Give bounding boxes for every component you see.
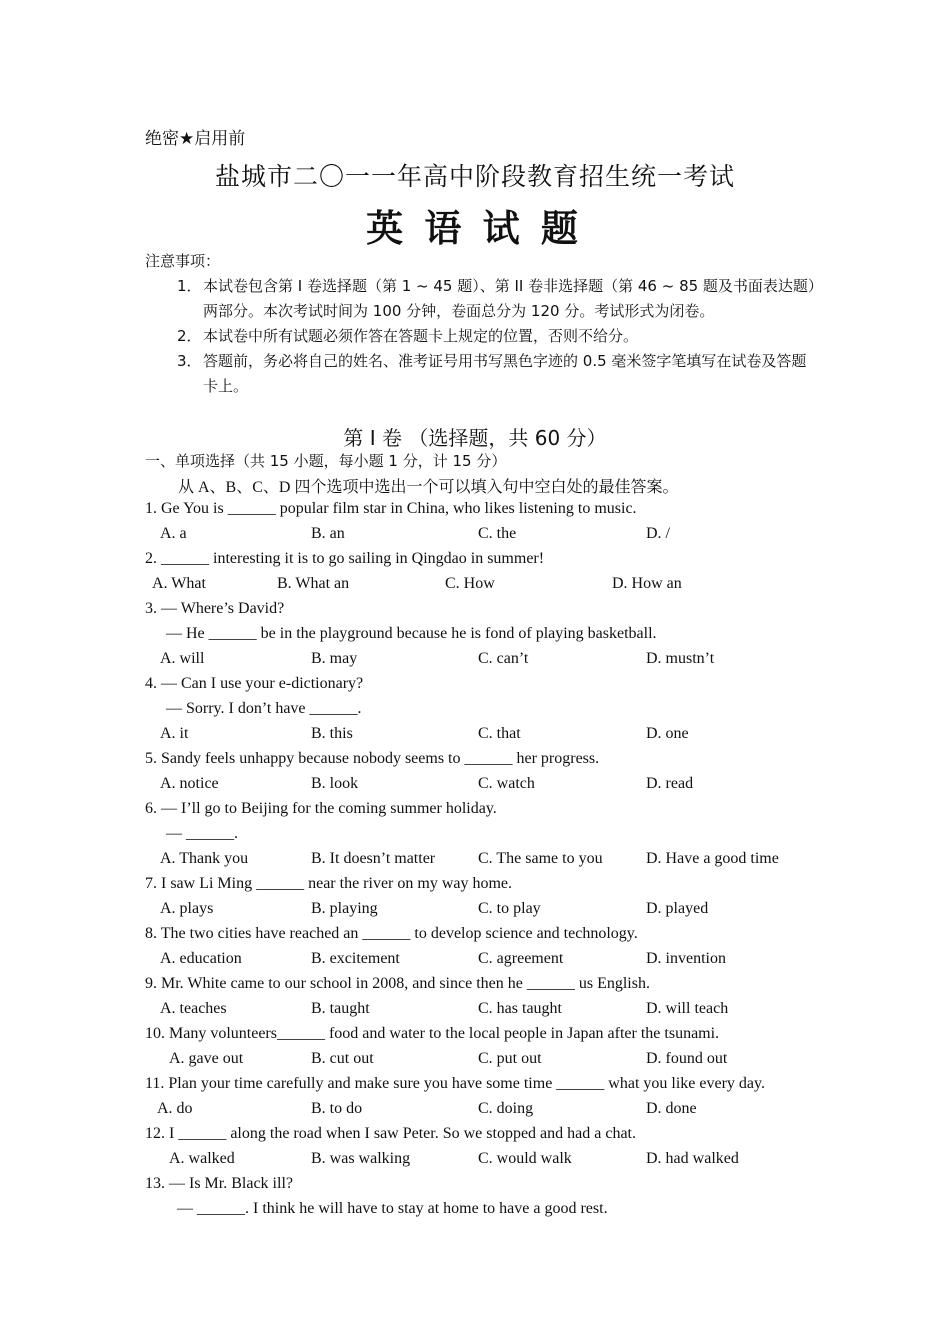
- part-title: 一、单项选择（共 15 小题，每小题 1 分，计 15 分）: [145, 452, 507, 470]
- subject-title: 英 语 试 题: [366, 209, 584, 250]
- option-c: C. would walk: [478, 1150, 572, 1167]
- question-2: 2. ______ interesting it is to go sailing in Qingdao in summer!: [145, 550, 545, 567]
- option-c: C. agreement: [478, 950, 564, 967]
- option-c: C. How: [445, 575, 495, 592]
- option-b: B. to do: [311, 1100, 363, 1117]
- option-c: C. the: [478, 525, 517, 542]
- question-4-response: — Sorry. I don’t have ______.: [166, 700, 362, 717]
- question-13: 13. — Is Mr. Black ill?: [145, 1175, 293, 1192]
- option-b: B. excitement: [311, 950, 400, 967]
- option-b: B. What an: [277, 575, 350, 592]
- option-a: A. gave out: [169, 1050, 244, 1067]
- question-13-response: — ______. I think he will have to stay at home to have a good rest.: [177, 1200, 608, 1217]
- option-d: D. will teach: [646, 1000, 729, 1017]
- note-number: 2．: [177, 327, 202, 345]
- option-c: C. put out: [478, 1050, 542, 1067]
- option-d: D. one: [646, 725, 689, 742]
- option-b: B. may: [311, 650, 358, 667]
- option-d: D. done: [646, 1100, 697, 1117]
- option-c: C. doing: [478, 1100, 534, 1117]
- option-d: D. /: [646, 525, 670, 542]
- question-6: 6. — I’ll go to Beijing for the coming summer holiday.: [145, 800, 497, 817]
- section-title: 第 Ⅰ 卷 （选择题，共 60 分）: [343, 426, 607, 450]
- option-a: A. education: [160, 950, 242, 967]
- exam-title: 盐城市二〇一一年高中阶段教育招生统一考试: [214, 164, 735, 191]
- notes-heading: 注意事项：: [145, 252, 221, 270]
- option-a: A. plays: [160, 900, 214, 917]
- option-a: A. it: [160, 725, 189, 742]
- option-a: A. do: [157, 1100, 193, 1117]
- note-text: 本试卷包含第 I 卷选择题（第 1 ~ 45 题）、第 II 卷非选择题（第 46 ~ 85 题及书面表达题）两部分。本次考试时间为 100 分钟，卷面总分为 120 分。考试形式为闭卷。: [203, 277, 816, 320]
- option-c: C. watch: [478, 775, 535, 792]
- option-d: D. mustn’t: [646, 650, 715, 667]
- note-item-3: [177, 349, 817, 399]
- question-10: 10. Many volunteers______ food and water to the local people in Japan after the tsunami.: [145, 1025, 720, 1042]
- option-a: A. will: [160, 650, 205, 667]
- option-b: B. taught: [311, 1000, 370, 1017]
- option-c: C. The same to you: [478, 850, 603, 867]
- option-b: B. was walking: [311, 1150, 411, 1167]
- option-c: C. that: [478, 725, 521, 742]
- option-b: B. It doesn’t matter: [311, 850, 436, 867]
- question-6-response: — ______.: [166, 825, 238, 842]
- option-a: A. a: [160, 525, 187, 542]
- question-5: 5. Sandy feels unhappy because nobody seems to ______ her progress.: [145, 750, 600, 767]
- option-b: B. look: [311, 775, 359, 792]
- question-1: 1. Ge You is ______ popular film star in China, who likes listening to music.: [145, 500, 637, 517]
- question-12: 12. I ______ along the road when I saw Peter. So we stopped and had a chat.: [145, 1125, 636, 1142]
- option-d: D. How an: [612, 575, 682, 592]
- option-c: C. can’t: [478, 650, 529, 667]
- option-c: C. has taught: [478, 1000, 562, 1017]
- question-4: 4. — Can I use your e-dictionary?: [145, 675, 364, 692]
- note-item-1: [177, 274, 817, 324]
- note-number: 3．: [177, 352, 202, 370]
- option-b: B. playing: [311, 900, 378, 917]
- option-d: D. found out: [646, 1050, 728, 1067]
- note-text: 答题前，务必将自己的姓名、准考证号用书写黑色字迹的 0.5 毫米签字笔填写在试卷及答题卡上。: [203, 352, 807, 395]
- confidential-mark: 绝密★启用前: [145, 129, 246, 149]
- note-item-2: [177, 324, 817, 349]
- option-b: B. an: [311, 525, 345, 542]
- option-a: A. Thank you: [160, 850, 249, 867]
- question-3: 3. — Where’s David?: [145, 600, 285, 617]
- note-text: 本试卷中所有试题必须作答在答题卡上规定的位置，否则不给分。: [203, 327, 639, 345]
- option-d: D. had walked: [646, 1150, 739, 1167]
- option-a: A. walked: [169, 1150, 235, 1167]
- question-8: 8. The two cities have reached an ______ to develop science and technology.: [145, 925, 638, 942]
- option-b: B. this: [311, 725, 353, 742]
- question-11: 11. Plan your time carefully and make sure you have some time ______ what you like every day.: [145, 1075, 765, 1092]
- option-d: D. played: [646, 900, 709, 917]
- option-d: D. Have a good time: [646, 850, 779, 867]
- option-a: A. What: [152, 575, 206, 592]
- option-d: D. read: [646, 775, 694, 792]
- question-7: 7. I saw Li Ming ______ near the river on my way home.: [145, 875, 513, 892]
- note-number: 1．: [177, 277, 202, 295]
- option-d: D. invention: [646, 950, 726, 967]
- option-c: C. to play: [478, 900, 541, 917]
- part-instruction: 从 A、B、C、D 四个选项中选出一个可以填入句中空白处的最佳答案。: [178, 479, 679, 496]
- question-9: 9. Mr. White came to our school in 2008, and since then he ______ us English.: [145, 975, 650, 992]
- option-a: A. teaches: [160, 1000, 227, 1017]
- question-3-response: — He ______ be in the playground because he is fond of playing basketball.: [166, 625, 657, 642]
- option-b: B. cut out: [311, 1050, 374, 1067]
- option-a: A. notice: [160, 775, 219, 792]
